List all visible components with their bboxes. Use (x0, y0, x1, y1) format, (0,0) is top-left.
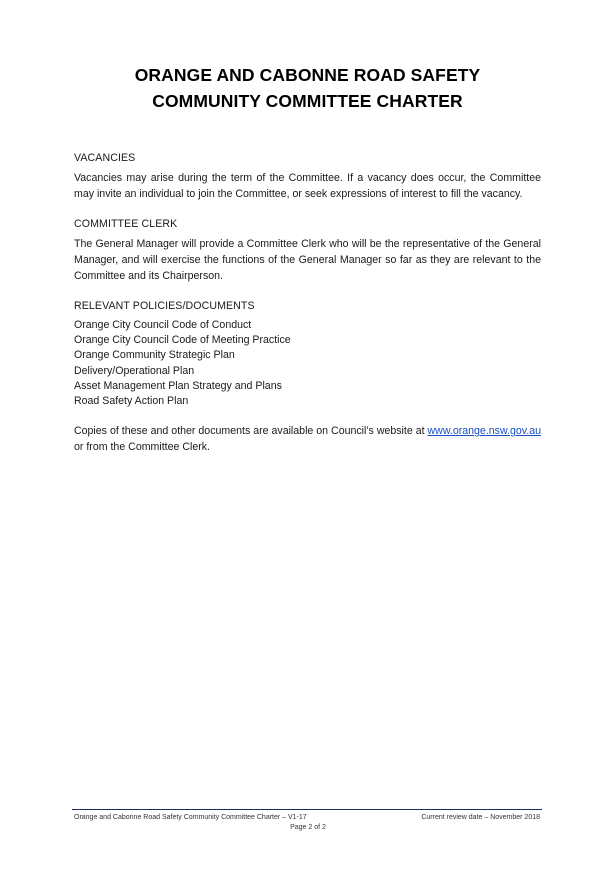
title-line-1: ORANGE AND CABONNE ROAD SAFETY (134, 65, 481, 85)
section-committee-clerk (74, 216, 541, 284)
section-heading-committee-clerk: COMMITTEE CLERK (74, 218, 178, 230)
footer-divider (72, 809, 542, 810)
document-body (74, 150, 541, 455)
list-item: Road Safety Action Plan (74, 395, 189, 408)
section-body-committee-clerk: The General Manager will provide a Committee Clerk who will be the representative of the General Manager, and will exercise the functions of the General Manager so far as they are relevant to the Committee and its Chairperson. (74, 238, 541, 282)
section-vacancies (74, 150, 541, 202)
footer-document-title: Orange and Cabonne Road Safety Community Committee Charter – V1-17 (74, 814, 307, 821)
title-line-2: COMMUNITY COMMITTEE CHARTER (152, 91, 463, 111)
section-relevant-policies (74, 298, 541, 409)
list-item: Orange City Council Code of Meeting Practice (74, 334, 291, 347)
section-heading-vacancies: VACANCIES (74, 152, 136, 164)
copies-text-before: Copies of these and other documents are available on Council’s website at (74, 425, 425, 438)
section-heading-relevant-policies: RELEVANT POLICIES/DOCUMENTS (74, 300, 255, 312)
footer-review-date: Current review date – November 2018 (421, 814, 540, 821)
policies-list (74, 318, 541, 409)
page-title (74, 62, 541, 114)
copies-text-after: or from the Committee Clerk. (74, 441, 210, 454)
council-website-link[interactable]: www.orange.nsw.gov.au (427, 425, 541, 438)
section-body-vacancies: Vacancies may arise during the term of the Committee. If a vacancy does occur, the Committee may invite an individual to join the Committee, or seek expressions of interest to fill the vacancy. (74, 172, 541, 200)
list-item: Orange Community Strategic Plan (74, 349, 235, 362)
copies-paragraph (74, 423, 541, 455)
list-item: Orange City Council Code of Conduct (74, 319, 252, 331)
footer-page-number: Page 2 of 2 (290, 824, 326, 831)
list-item: Delivery/Operational Plan (74, 364, 195, 377)
list-item: Asset Management Plan Strategy and Plans (74, 379, 282, 392)
